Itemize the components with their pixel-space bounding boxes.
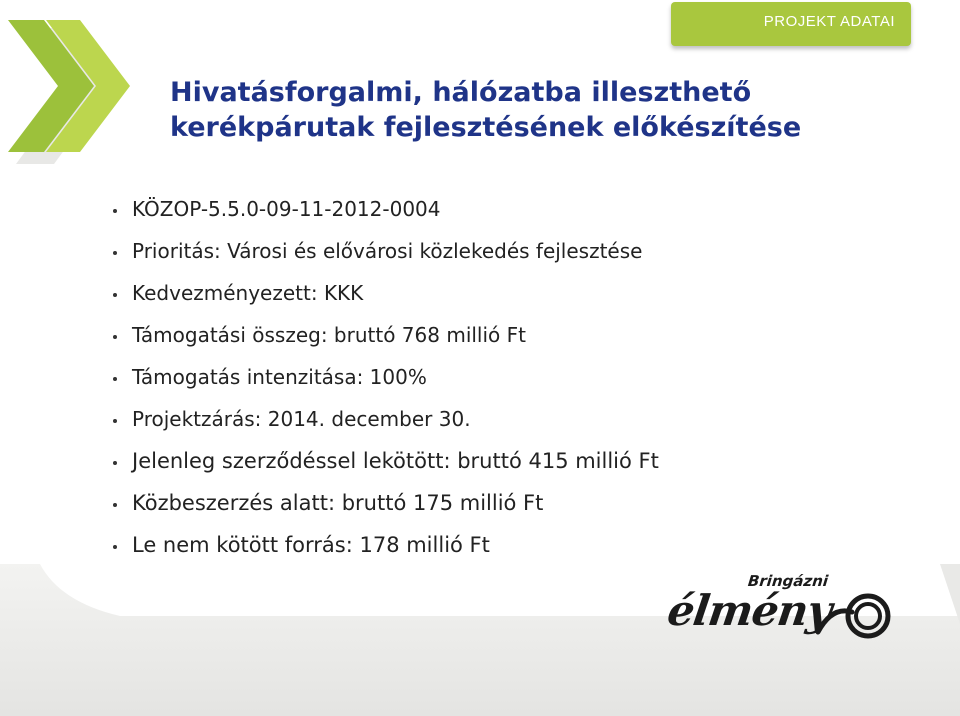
- bullet-item: [0, 230, 659, 272]
- bullet-text: KÖZOP-5.5.0-09-11-2012-0004: [132, 197, 441, 221]
- bullet-item: [0, 524, 659, 566]
- project-data-tag: [671, 2, 911, 46]
- bullet-text: Le nem kötött forrás: 178 millió Ft: [132, 533, 490, 557]
- bullet-item: [0, 398, 659, 440]
- bullet-item: [0, 356, 659, 398]
- bullet-dot: [113, 419, 117, 423]
- bullet-dot: [113, 503, 117, 507]
- bullet-text: Projektzárás: 2014. december 30.: [132, 407, 471, 431]
- bullet-item: [0, 272, 659, 314]
- tag-label: PROJEKT ADATAI: [763, 13, 895, 30]
- bullet-text: Prioritás: Városi és elővárosi közlekedés fejlesztése: [132, 239, 643, 263]
- bullet-list: [0, 188, 659, 566]
- bullet-text: Kedvezményezett: KKK: [132, 281, 364, 305]
- bullet-dot: [113, 461, 117, 465]
- bringazni-elmeny-logo: [664, 572, 896, 642]
- chevron-arrows-decoration: [0, 0, 140, 170]
- logo-big-text: élmény: [664, 586, 835, 635]
- logo-small-text: Bringázni: [747, 572, 830, 590]
- bullet-dot: [113, 251, 117, 255]
- bullet-dot: [113, 335, 117, 339]
- bullet-item: [0, 314, 659, 356]
- bullet-dot: [113, 293, 117, 297]
- bullet-text: Támogatási összeg: bruttó 768 millió Ft: [132, 323, 526, 347]
- title-line-2: kerékpárutak fejlesztésének előkészítése: [170, 112, 802, 143]
- bullet-dot: [113, 545, 117, 549]
- bullet-text: Jelenleg szerződéssel lekötött: bruttó 415 millió Ft: [132, 449, 659, 473]
- bicycle-wheel-icon: [812, 592, 892, 640]
- bullet-text: Közbeszerzés alatt: bruttó 175 millió Ft: [132, 491, 544, 515]
- bullet-dot: [113, 209, 117, 213]
- bullet-text: Támogatás intenzitása: 100%: [132, 365, 427, 389]
- bullet-item: [0, 188, 659, 230]
- bullet-dot: [113, 377, 117, 381]
- title-line-1: Hivatásforgalmi, hálózatba illeszthető: [170, 77, 752, 108]
- slide-title: [170, 75, 890, 145]
- bullet-item: [0, 482, 659, 524]
- bullet-item: [0, 440, 659, 482]
